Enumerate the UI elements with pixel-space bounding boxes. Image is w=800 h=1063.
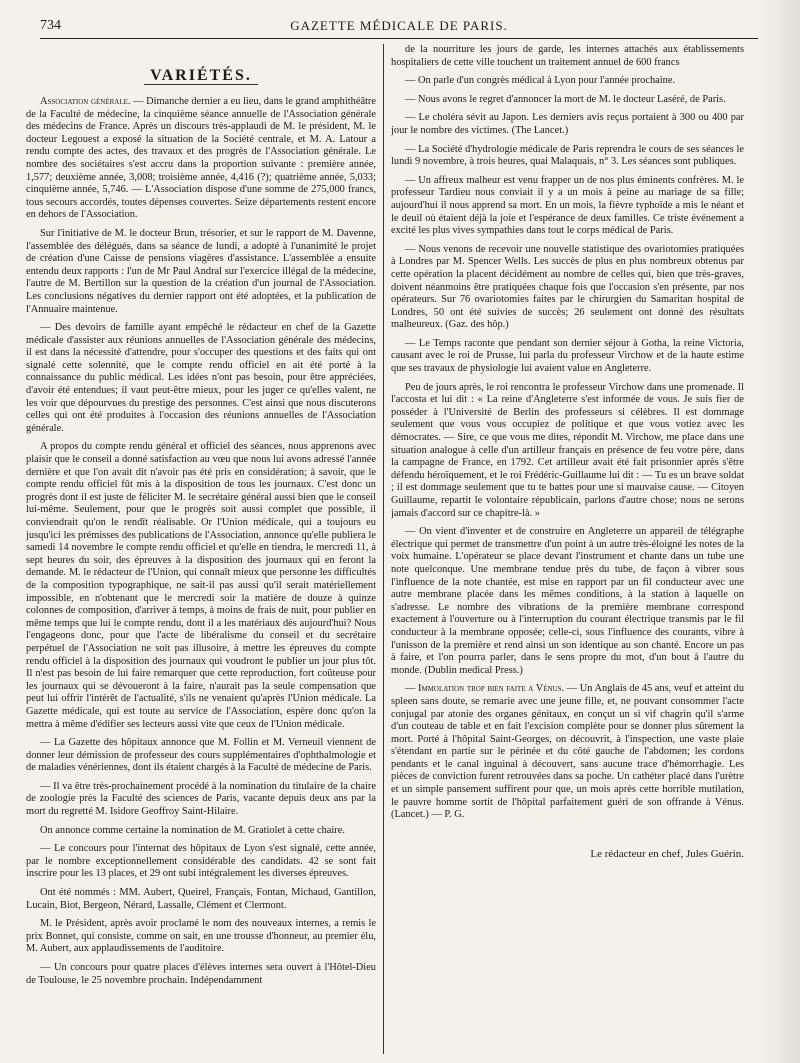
article-paragraph bbox=[391, 382, 744, 521]
editor-signature: Le rédacteur en chef, Jules Guérin. bbox=[590, 847, 744, 860]
paragraph-text: — Le Temps raconte que pendant son dernier séjour à Gotha, la reine Victoria, causant avec le roi de Prusse, lui parla du professeur Virchow et de la haute estime que ses travaux de physiologie lui avaient value en Angleterre. bbox=[391, 337, 744, 375]
article-paragraph bbox=[26, 887, 376, 912]
paragraph-text: — Dimanche dernier a eu lieu, dans le grand amphithéâtre de la Faculté de médecine, la cinquième séance annuelle de l'Association générale des médecins de France. Après un discours très-applaudi de M. le président, M. le docteur Legouest a exposé la situation de la Société centrale, et M. A. Latour a rendu compte des actes, des travaux et des progrès de l'Association générale. Le nombre des sociétaires s'est accru dans la proportion suivante : première année, 1,577; deuxième année, 3,008; troisième année, 4,416 (?); quatrième année, 5,033; cinquième année, 5,746. — L'Association dispose d'une somme de 275,000 francs, tous secours accordés, toutes dépenses couvertes. Seize départements restent encore en dehors de l'Association. bbox=[26, 96, 376, 221]
article-paragraph bbox=[26, 781, 376, 819]
paragraph-text: Sur l'initiative de M. le docteur Brun, trésorier, et sur le rapport de M. Davenne, l'assemblée des délégués, dans sa séance de lundi, a adopté à l'unanimité le projet de création d'une Caisse de pensions viagères d'assistance. L'assemblée a ensuite entendu deux rapports : l'un de Mr Paul Andral sur l'exercice illégal de la médecine, l'autre de M. Bertillon sur la question de la création d'un journal de l'Association. Les conclusions négatives du dernier rapport ont été adoptées, et la publication de l'Annuaire maintenue. bbox=[26, 227, 376, 315]
column-rule bbox=[383, 44, 384, 1054]
journal-title: GAZETTE MÉDICALE DE PARIS. bbox=[290, 18, 508, 33]
article-paragraph bbox=[26, 441, 376, 731]
paragraph-text: — Nous venons de recevoir une nouvelle statistique des ovariotomies pratiquées à Londres par M. Spencer Wells. Les succès de plus en plus nombreux obtenus par cette opération la placent décidément au nombre de celles qui, bien que très-graves, doivent néanmoins être pratiquées chaque fois que l'occasion s'en présente, par nos opérateurs. Sur 76 ovariotomies faites par le chirurgien du Samaritan hospital de Londres, 50 ont été suivies de succès; 26 seulement ont donné des résultats malheureux. (Gaz. des hôp.) bbox=[391, 243, 744, 331]
paragraph-text: A propos du compte rendu général et officiel des séances, nous apprenons avec plaisir que le conseil a donné satisfaction au vœu que nous lui avons adressé l'année dernière et que l'on avait dit n'avoir pas été pris en considération; à savoir, que le compte rendu officiel fût mis à la disposition de tous les journaux. C'est donc un progrès dont il est juste de féliciter M. le secrétaire général aussi bien que le conseil lui-même. Seulement, pour que le progrès soit aussi complet que possible, il conviendrait qu'on le rendît réalisable. Or l'Union médicale, qui a toujours eu jusqu'ici les prémisses des publications de l'Association, annonce qu'elle publiera le samedi 14 novembre le compte rendu officiel et qu'elle en tiendra, le mercredi 11, à sept heures du soir, des épreuves à la disposition des journaux qui en feront la demande. M. le rédacteur de l'Union, qui connaît mieux que personne les difficultés de la composition typographique, ne sait-il pas aussi qu'il serait matériellement impossible, en n'obtenant que le mercredi soir la matière de douze à quinze colonnes de composition, d'arriver à temps, à moins de frais de nuit, pour publier en même temps que lui le compte rendu, dont il a les matériaux dès aujourd'hui? Nous l'engageons donc, pour que l'acte de libéralisme du conseil et du secrétaire perpétuel de l'Association ne soit pas illusoire, à mettre les épreuves du compte rendu officiel à la disposition des journaux qui voudront le publier un jour plus tôt. Il n'est pas besoin de lui faire remarquer que cette reproduction, fort coûteuse pour les journaux qui se dévoueront à la faire, n'aurait pas la seule compensation que peut lui offrir l'intérêt de l'actualité, s'ils ne venaient qu'après l'Union médicale. La Gazette médicale, qui est toute au service de l'Association, espère donc qu'on la mettra à même d'édifier ses lecteurs aussi vite que ceux de l'Union médicale. bbox=[26, 441, 376, 730]
page-edge-shadow bbox=[760, 0, 800, 1063]
article-paragraph bbox=[391, 112, 744, 137]
article-paragraph bbox=[391, 144, 744, 169]
article-paragraph bbox=[26, 737, 376, 775]
paragraph-text: de la nourriture les jours de garde, les internes attachés aux établissements hospitaliers de cette ville touchent un traitement annuel de 600 francs bbox=[391, 44, 744, 68]
section-title: VARIÉTÉS. bbox=[26, 66, 376, 86]
article-paragraph bbox=[26, 96, 376, 222]
page-header bbox=[40, 12, 758, 39]
paragraph-lead: Association générale. bbox=[40, 96, 131, 107]
paragraph-text: — Il va être très-prochainement procédé à la nomination du titulaire de la chaire de zoologie près la Faculté des sciences de Paris, vacante depuis deux ans par la mort du regretté M. Isidore Geoffroy Saint-Hilaire. bbox=[26, 780, 376, 818]
article-paragraph bbox=[391, 244, 744, 332]
paragraph-text: — Nous avons le regret d'annoncer la mort de M. le docteur Laséré, de Paris. bbox=[405, 93, 726, 105]
paragraph-text: — Un concours pour quatre places d'élèves internes sera ouvert à l'Hôtel-Dieu de Toulouse, le 25 novembre prochain. Indépendamment bbox=[26, 962, 376, 986]
article-paragraph bbox=[391, 94, 744, 107]
paragraph-text: — La Société d'hydrologie médicale de Paris reprendra le cours de ses séances le lundi 9 novembre, à trois heures, quai Malaquais, n° 3. Les séances sont publiques. bbox=[391, 143, 744, 168]
article-paragraph bbox=[391, 175, 744, 238]
article-paragraph bbox=[391, 338, 744, 376]
article-paragraph bbox=[26, 918, 376, 956]
article-paragraph bbox=[391, 683, 744, 822]
paragraph-text: Ont été nommés : MM. Aubert, Queirel, Français, Fontan, Michaud, Gantillon, Lucain, Biot, Bergeon, Nérard, Lassalle, Clément et Clermont. bbox=[26, 887, 376, 911]
paragraph-lead: — Immolation trop bien faite a Vénus. bbox=[405, 683, 565, 695]
paragraph-text: — Le concours pour l'internat des hôpitaux de Lyon s'est signalé, cette année, par le nombre exceptionnellement considérable des candidats. 42 se sont fait inscrire pour les 13 places, et 29 ont subi intégralement les diverses épreuves. bbox=[26, 843, 376, 880]
paragraph-text: — Un affreux malheur est venu frapper un de nos plus éminents confrères. M. le professeur Tardieu nous conviait il y a un mois à peine au mariage de sa fille; aujourd'hui il nous apprend sa mort. En un mois, la fièvre typhoïde a mis le néant et le deuil où étaient déjà la joie et l'espérance de deux familles. Ce triste événement a excité les plus vives sympathies dans tout le corps médical de Paris. bbox=[391, 174, 744, 237]
right-paragraphs bbox=[391, 44, 744, 822]
article-paragraph bbox=[26, 962, 376, 987]
article-paragraph bbox=[26, 228, 376, 316]
paragraph-text: — Un Anglais de 45 ans, veuf et atteint du spleen sans doute, se remarie avec une jeune fille, et, ne pouvant consommer l'acte conjugal par atonie des organes génitaux, en conçut un si vif chagrin qu'il s'arme d'un couteau de table et en fait l'excision complète pour se donner plus sûrement la mort. Porté à l'hôpital Saint-Georges, on découvrit, à l'inspection, une vaste plaie s'étendant en partie sur le périnée et du côté gauche de l'abdomen; les cordons pendants et le canal inguinal à découvert, sans aucune trace d'hémorrhagie. Les pièces de conviction furent retrouvées dans sa poche. Un cathéter placé dans l'urètre et un simple pansement suffirent pour que, un mois après cette horrible mutilation, le pauvre homme sortit de l'hôpital parfaitement guéri de son offrande à Vénus. (Lancet.) — P. G. bbox=[391, 683, 744, 821]
paragraph-text: — On vient d'inventer et de construire en Angleterre un appareil de télégraphe électrique qui permet de transmettre d'un point à un autre très-éloigné les notes de la voix humaine. L'opérateur se place devant l'instrument et chante dans un tube une note quelconque. Une membrane tendue près du tube, de façon à vibrer sous l'influence de la note chantée, est mise en rapport par un fil conducteur avec une autre membrane placée dans les mêmes conditions, à la station à laquelle on s'adresse. Le nombre des vibrations de la première membrane correspond exactement à l'ouverture ou à l'interruption du courant électrique transmis par le fil conducteur à la membrane opposée; celle-ci, sous l'influence des courants, vibre à l'unisson de la première et rend ainsi un son identique au son chanté. Encore un pas à faire, et l'on pourra parler, dans le sens propre du mot, d'un bout à l'autre du monde. (Dublin medical Press.) bbox=[391, 526, 744, 676]
paragraph-text: — On parle d'un congrès médical à Lyon pour l'année prochaine. bbox=[405, 75, 676, 87]
article-paragraph bbox=[26, 843, 376, 881]
paragraph-text: — Le choléra sévit au Japon. Les derniers avis reçus portaient à 300 ou 400 par jour le nombre des victimes. (The Lancet.) bbox=[391, 112, 744, 136]
article-paragraph bbox=[391, 75, 744, 88]
left-paragraphs bbox=[26, 96, 376, 987]
article-paragraph bbox=[391, 44, 744, 69]
paragraph-text: — Des devoirs de famille ayant empêché le rédacteur en chef de la Gazette médicale d'assister aux réunions annuelles de l'Association générale des médecins, il est dans la nécessité d'attendre, pour s'occuper des questions et des faits qui ont signalé cette solennité, que le compte rendu officiel en ait été porté à la connaissance du public médical. Les idées n'ont pas besoin, pour être appréciées, d'avoir été entendues; il vaut peut-être mieux, pour les juger ce qu'elles valent, ne les voir que dépourvues du prestige des personnes. C'est ainsi que nous discuterons celles qui ont été produites à l'occasion des réunions annuelles de l'Association générale. bbox=[26, 322, 376, 434]
right-column bbox=[391, 44, 744, 1055]
paragraph-text: Peu de jours après, le roi rencontra le professeur Virchow dans une promenade. Il l'accosta et lui dit : « La reine d'Angleterre s'est informée de vous. Je suis fier de posséder à l'Université de Berlin des professeurs si célèbres. Il est dommage seulement que vous vous occupiez de politique et que vous votiez avec les démocrates. — Sire, ce que vous me dites, répondit M. Virchow, me place dans une situation analogue à celle d'un artilleur français en présence de feu votre père, dans la campagne de France, en 1792. Cet artilleur avait été fait prisonnier après s'être défendu héroïquement, et le roi Frédéric-Guillaume lui dit : — Tu es un brave soldat ; il est dommage seulement que tu te battes pour une si mauvaise cause. — Citoyen Guillaume, repartit le volontaire républicain, parlons d'autre chose; nous ne serons jamais d'accord sur ce chapitre-là. » bbox=[391, 381, 744, 519]
paragraph-text: — La Gazette des hôpitaux annonce que M. Follin et M. Verneuil viennent de donner leur démission de professeur des cours supplémentaires d'ophthalmologie et de maladies vénériennes, dont ils étaient chargés à la Faculté de médecine de Paris. bbox=[26, 737, 376, 774]
paragraph-text: M. le Président, après avoir proclamé le nom des nouveaux internes, a remis le prix Bonnet, qui consiste, comme on sait, en une trousse d'honneur, au premier élu, M. Aubert, aux applaudissements de l'auditoire. bbox=[26, 918, 376, 955]
article-paragraph bbox=[26, 322, 376, 435]
article-paragraph bbox=[26, 825, 376, 838]
paragraph-text: On annonce comme certaine la nomination de M. Gratiolet à cette chaire. bbox=[40, 824, 345, 836]
left-column bbox=[26, 44, 376, 1055]
article-paragraph bbox=[391, 526, 744, 677]
page-number: 734 bbox=[40, 18, 61, 33]
